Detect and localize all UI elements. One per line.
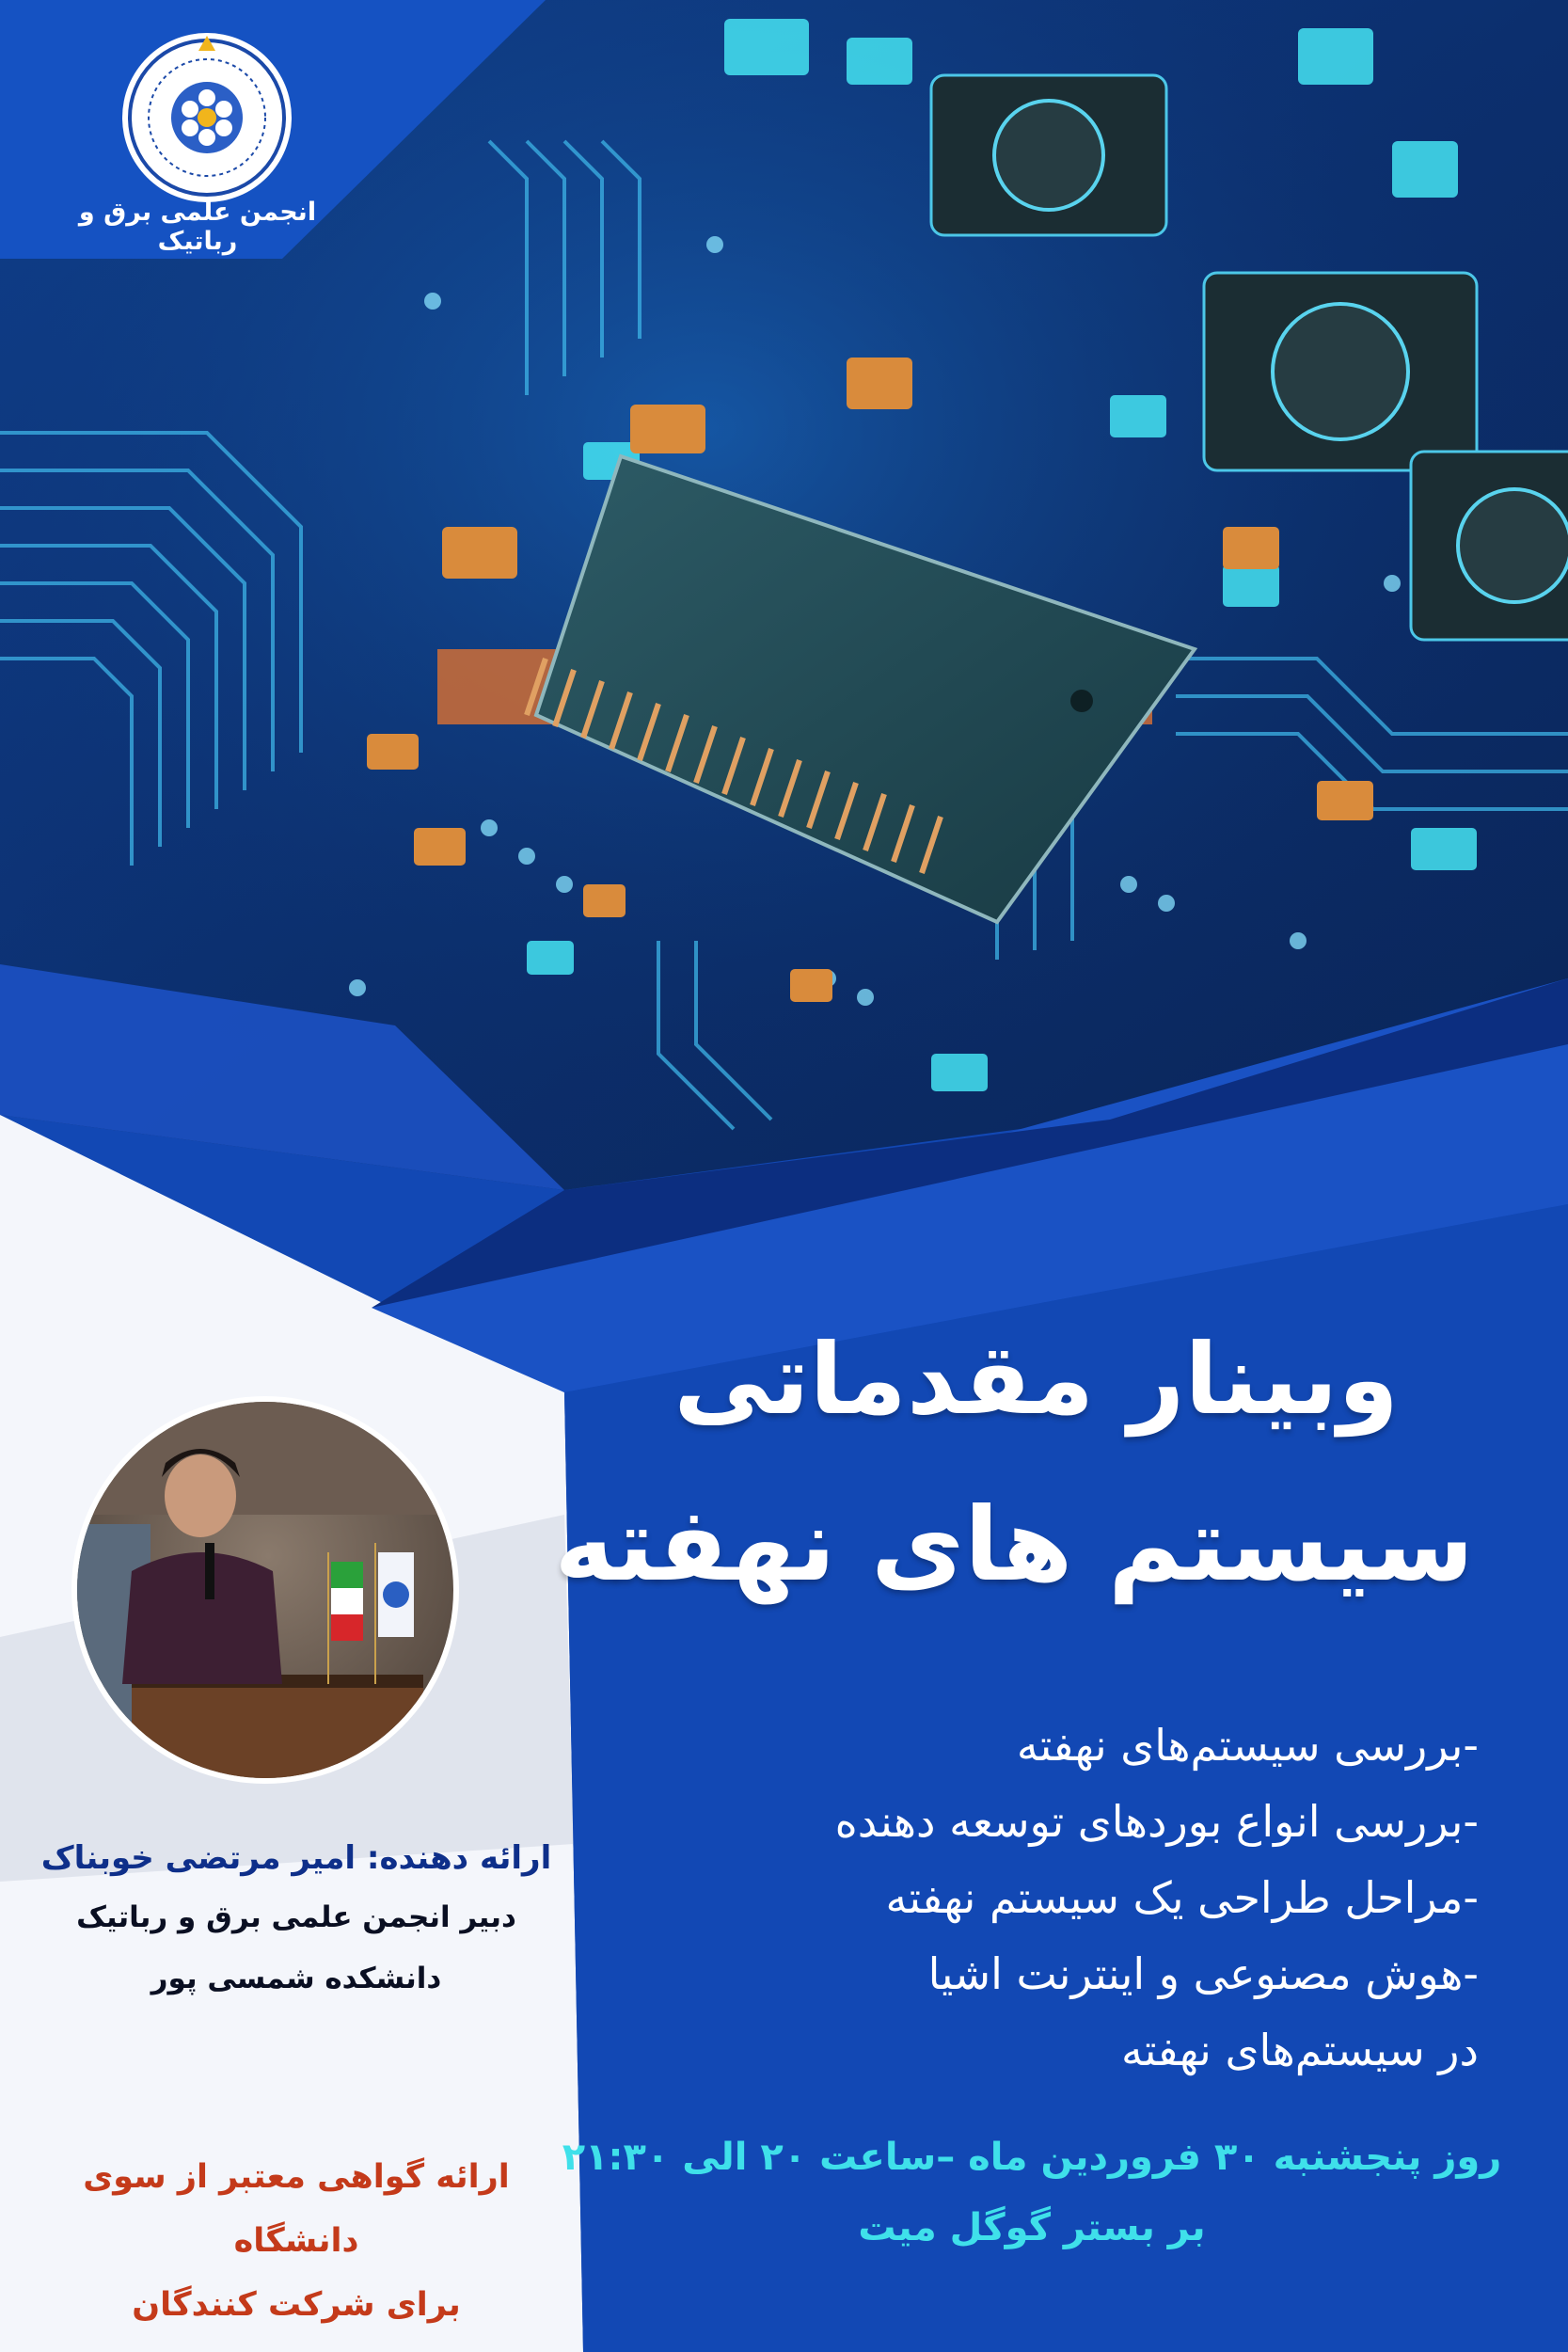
topic-item: -مراحل طراحی یک سیستم نهفته [885,1872,1479,1923]
org-name: انجمن علمی برق و رباتیک [78,198,317,256]
topic-item: -هوش مصنوعی و اینترنت اشیا [927,1948,1479,1999]
title-line-2: سیستم های نهفته [554,1486,1474,1604]
title-line-1: وبینار مقدماتی [673,1322,1399,1437]
presenter-name: ارائه دهنده: امیر مرتضی خوبناک [40,1839,552,1877]
topic-item: -بررسی سیستم‌های نهفته [1016,1720,1479,1771]
event-time: روز پنجشنبه ۳۰ فروردین ماه –ساعت ۲۰ الی ۲۱:۳۰ [562,2136,1502,2179]
certificate-line-2: برای شرکت کنندگان [132,2286,461,2324]
presenter-role: دبیر انجمن علمی برق و رباتیک [76,1900,516,1934]
event-platform: بر بستر گوگل میت [858,2206,1206,2249]
topics-list [500,1708,1479,2089]
topic-item: -بررسی انواع بوردهای توسعه دهنده [834,1796,1479,1847]
certificate-line-1: ارائه گواهی معتبر از سوی دانشگاه [83,2158,510,2260]
association-seal-icon [118,28,296,207]
topic-item: در سیستم‌های نهفته [1121,2025,1479,2075]
certificate-note [19,2145,574,2337]
presenter-school: دانشکده شمسی پور [150,1962,442,1995]
